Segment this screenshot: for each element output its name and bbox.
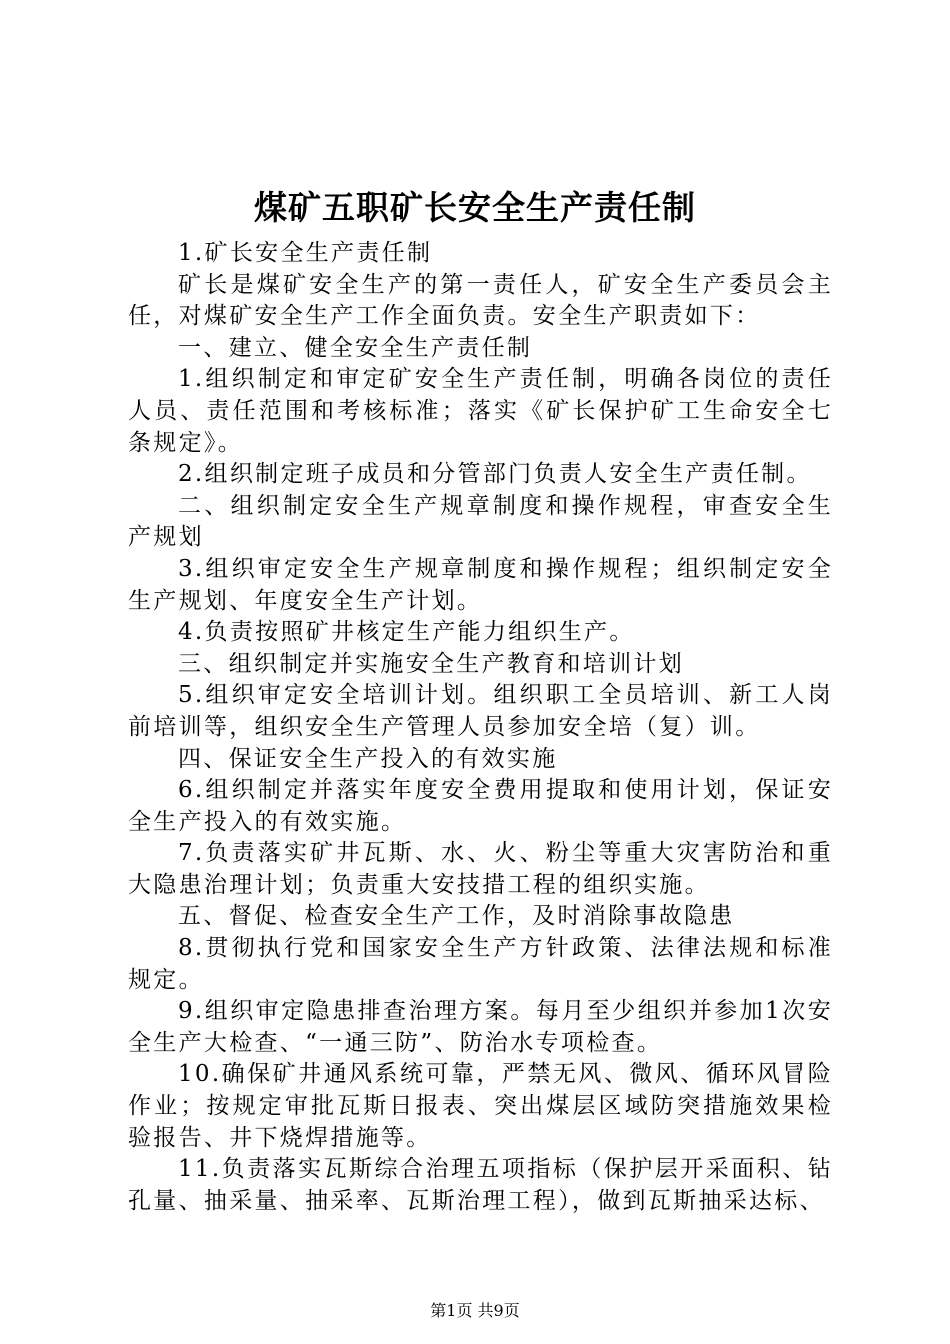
section-heading: 二、组织制定安全生产规章制度和操作规程，审查安全生产规划 (128, 492, 833, 551)
paragraph: 5.组织审定安全培训计划。组织职工全员培训、新工人岗前培训等，组织安全生产管理人员参加安全培（复）训。 (128, 682, 833, 740)
paragraph: 9.组织审定隐患排查治理方案。每月至少组织并参加1次安全生产大检查、“一通三防”、防治水专项检查。 (128, 998, 833, 1056)
section-heading: 四、保证安全生产投入的有效实施 (178, 745, 558, 772)
paragraph: 6.组织制定并落实年度安全费用提取和使用计划，保证安全生产投入的有效实施。 (128, 777, 833, 835)
paragraph: 2.组织制定班子成员和分管部门负责人安全生产责任制。 (178, 461, 812, 488)
paragraph: 1.组织制定和审定矿安全生产责任制，明确各岗位的责任人员、责任范围和考核标准；落实《矿长保护矿工生命安全七条规定》。 (128, 366, 833, 456)
paragraph: 矿长是煤矿安全生产的第一责任人，矿安全生产委员会主任，对煤矿安全生产工作全面负责。安全生产职责如下： (128, 271, 833, 330)
paragraph: 11.负责落实瓦斯综合治理五项指标（保护层开采面积、钻孔量、抽采量、抽采率、瓦斯治理工程），做到瓦斯抽采达标、 (128, 1156, 833, 1214)
paragraph: 10.确保矿井通风系统可靠，严禁无风、微风、循环风冒险作业；按规定审批瓦斯日报表、突出煤层区域防突措施效果检验报告、井下烧焊措施等。 (128, 1061, 833, 1151)
document-title: 煤矿五职矿长安全生产责任制 (254, 188, 696, 227)
paragraph: 3.组织审定安全生产规章制度和操作规程；组织制定安全生产规划、年度安全生产计划。 (128, 555, 833, 614)
paragraph: 7.负责落实矿井瓦斯、水、火、粉尘等重大灾害防治和重大隐患治理计划；负责重大安技措工程的组织实施。 (128, 840, 833, 898)
section-heading: 五、督促、检查安全生产工作，及时消除事故隐患 (178, 903, 735, 930)
paragraph: 1.矿长安全生产责任制 (178, 240, 433, 266)
paragraph: 8.贯彻执行党和国家安全生产方针政策、法律法规和标准规定。 (128, 935, 833, 993)
document-body (128, 238, 833, 1217)
section-heading: 三、组织制定并实施安全生产教育和培训计划 (178, 650, 684, 677)
section-heading: 一、建立、健全安全生产责任制 (178, 334, 533, 361)
page-number-footer: 第1页 共9页 (430, 1301, 520, 1320)
paragraph: 4.负责按照矿井核定生产能力组织生产。 (178, 619, 635, 646)
